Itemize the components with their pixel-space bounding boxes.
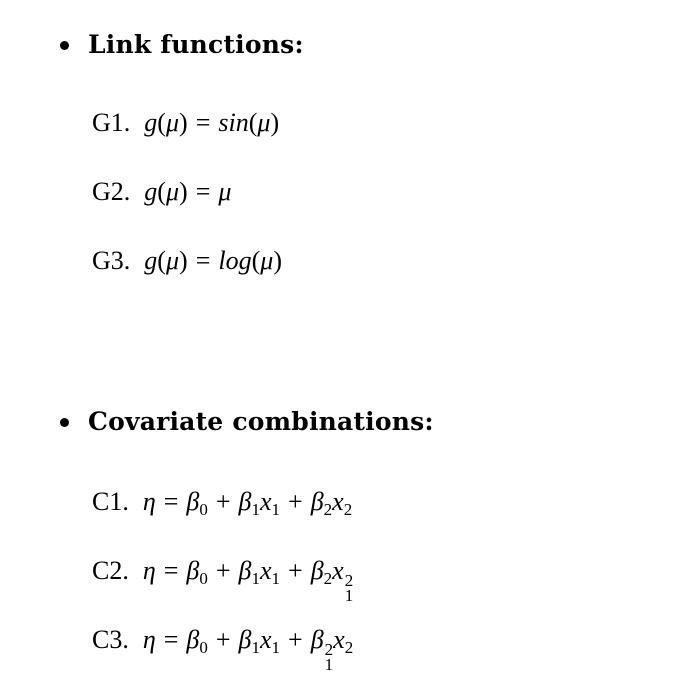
link-functions-bullet — [60, 30, 304, 59]
item-label: G1. — [92, 108, 131, 137]
item-label: C1. — [92, 487, 129, 516]
covariate-item-c3 — [92, 625, 353, 672]
covariate-item-c2 — [92, 556, 353, 603]
covariate-combinations-bullet — [60, 407, 434, 436]
covariate-combinations-heading: Covariate combinations: — [88, 407, 434, 436]
link-formula-g1: g(μ) = sin(μ) — [144, 108, 280, 137]
link-item-g3 — [92, 246, 282, 276]
link-formula-g2: g(μ) = μ — [144, 177, 232, 206]
item-label: C2. — [92, 556, 129, 585]
item-label: C3. — [92, 625, 129, 654]
link-item-g2 — [92, 177, 231, 207]
bullet-icon — [60, 41, 69, 50]
link-functions-heading: Link functions: — [88, 30, 304, 59]
covariate-formula-c1: $\eta = \beta_0 + \beta_1x_1 + \beta_2x_2$ — [142, 487, 353, 519]
link-formula-g3: g(μ) = log(μ) — [144, 246, 282, 275]
link-item-g1 — [92, 108, 279, 138]
item-label: G2. — [92, 177, 131, 206]
covariate-formula-c3: $\eta = \beta_0 + \beta_1x_1 + \beta$ 2 1 $x_2$ — [142, 625, 354, 674]
covariate-formula-c2: $\eta = \beta_0 + \beta_1x_1 + \beta_2x$ 2 1 — [142, 556, 354, 605]
bullet-icon — [60, 418, 69, 427]
covariate-item-c1 — [92, 487, 352, 520]
item-label: G3. — [92, 246, 131, 275]
